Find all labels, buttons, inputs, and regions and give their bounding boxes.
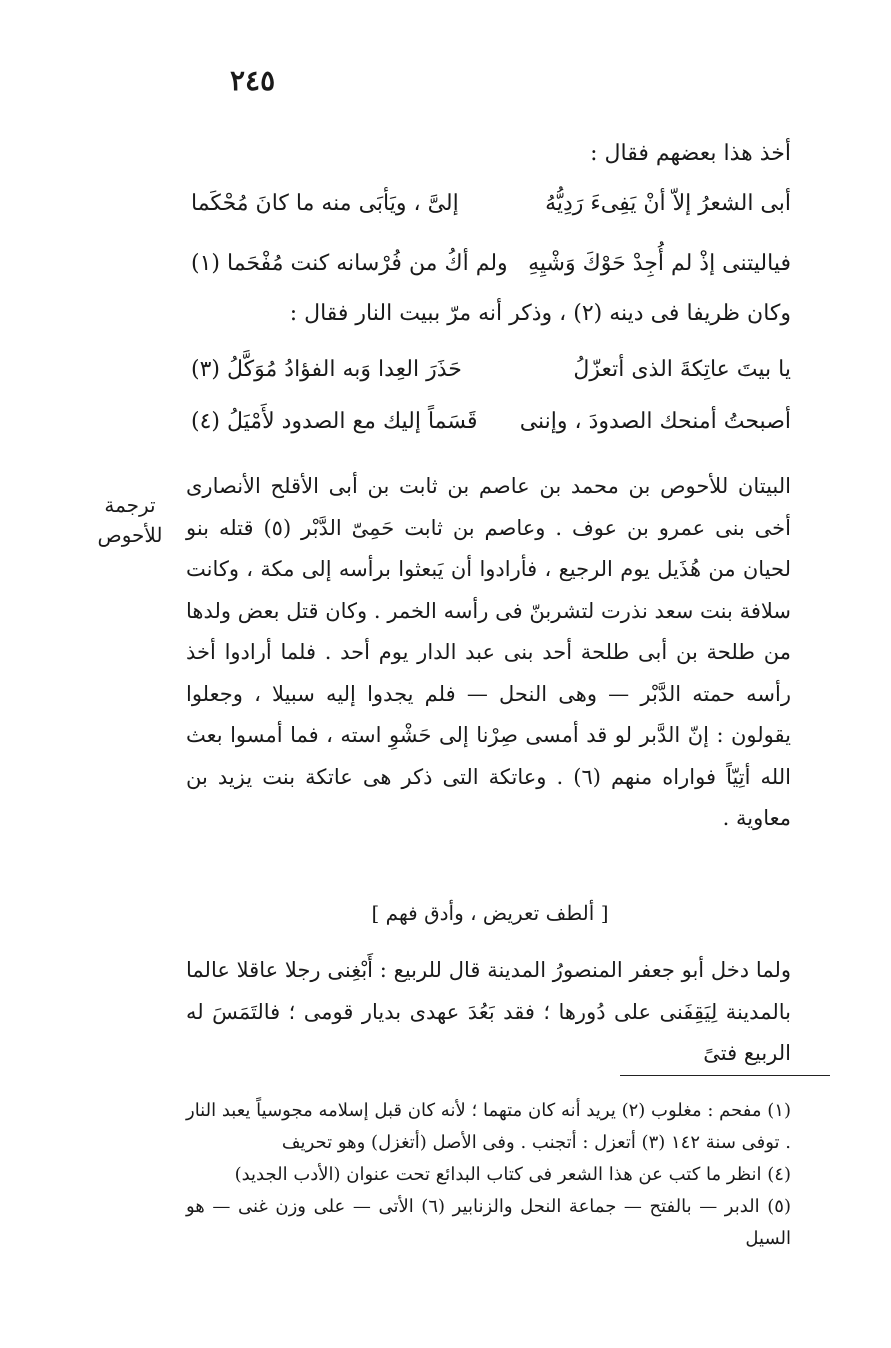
margin-note [88, 490, 172, 550]
footnote-divider [620, 1075, 830, 1076]
section-title: [ ألطف تعريض ، وأدق فهم ] [371, 901, 609, 925]
footnote: (١) مفحم : مغلوب (٢) يريد أنه كان متهما ؛ لأنه كان قبل إسلامه مجوسياً يعبد النار . توفى سنة ١٤٢ (٣) أتعزل : أتجنب . وفى الأصل (أتغزل) وهو تحريف [186, 1100, 791, 1153]
transition-line: وكان ظريفا فى دينه (٢) ، وذكر أنه مرّ ببيت النار فقال : [289, 301, 791, 326]
verse-hemistich-second: حَذَرَ العِدا وَبه الفؤادُ مُوَكَّلُ (٣) [191, 357, 462, 382]
poem-2-verse-1 [191, 352, 791, 388]
section-paragraph [186, 950, 791, 1075]
verse-hemistich-first: يا بيتَ عاتِكةَ الذى أتعزّلُ [573, 357, 791, 382]
verse-hemistich-first: فياليتنى إذْ لم أُجِدْ حَوْكَ وَشْيِهِ [528, 251, 791, 276]
footnotes [186, 1095, 791, 1255]
poem-1-verse-2 [191, 246, 791, 282]
verse-hemistich-second: قَسَماً إليك مع الصدود لأَمْيَلُ (٤) [191, 409, 478, 434]
verse-hemistich-first: أبى الشعرُ إلاّ أنْ يَفِىءَ رَدِيُّهُ [545, 191, 791, 216]
intro-line: أخذ هذا بعضهم فقال : [590, 141, 791, 166]
footnote: (٤) انظر ما كتب عن هذا الشعر فى كتاب البدائع تحت عنوان (الأدب الجديد) [234, 1164, 791, 1185]
page-number: ٢٤٥ [230, 64, 276, 97]
margin-note-line: للأحوص [97, 523, 163, 547]
poem-1-verse-1 [191, 186, 791, 222]
prose-paragraph [186, 466, 791, 840]
verse-hemistich-second: إلىَّ ، ويَأبَى منه ما كانَ مُحْكَما [191, 191, 459, 216]
footnote: (٥) الدبر — بالفتح — جماعة النحل والزنابير (٦) الأتى — على وزن غنى — هو السيل [186, 1196, 791, 1249]
prose-text: البيتان للأحوص بن محمد بن عاصم بن ثابت بن أبى الأقلح الأنصارى أخى بنى عمرو بن عوف . وعاصم بن ثابت حَمِىّ الدَّبْر (٥) قتله بنو لحيان من هُذَيل يوم الرجيع ، فأرادوا أن يَبعثوا برأسه إلى مكة ، وكانت سلافة بنت سعد نذرت لتشربنّ فى رأسه الخمر . وكان قتل بعض ولدها من طلحة بن أبى طلحة أحد بنى عبد الدار يوم أحد . فلما أرادوا أخذ رأسه حمته الدَّبْر — وهى النحل — فلم يجدوا إليه سبيلا ، وجعلوا يقولون : إنّ الدَّبر لو قد أمسى صِرْنا إلى حَشْوِ استه ، فما أمسوا بعث الله أتِيّاً فواراه منهم (٦) . وعاتكة التى ذكر هى عاتكة بنت يزيد بن معاوية . [186, 474, 791, 830]
verse-hemistich-first: أصبحتُ أمنحك الصدودَ ، وإننى [519, 409, 791, 434]
verse-hemistich-second: ولم أكُ من فُرْسانه كنت مُفْحَما (١) [191, 251, 508, 276]
poem-2-verse-2 [191, 404, 791, 440]
margin-note-line: ترجمة [104, 493, 156, 517]
section-text: ولما دخل أبو جعفر المنصورُ المدينة قال للربيع : أَبْغِنى رجلا عاقلا عالما بالمدينة لِيَقِفَنى على دُورها ؛ فقد بَعُدَ عهدى بديار قومى ؛ فالتَمَسَ له الربيع فتىً [186, 958, 791, 1065]
